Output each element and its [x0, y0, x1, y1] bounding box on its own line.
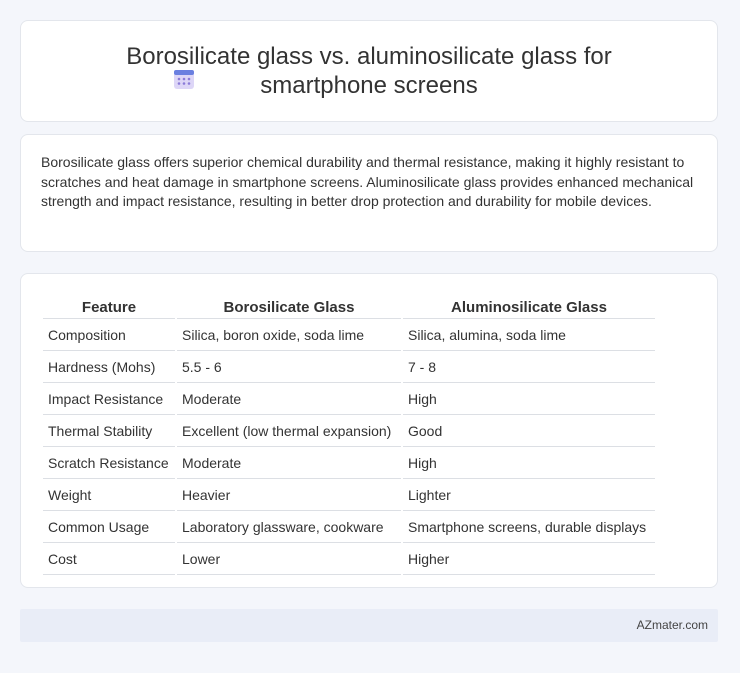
aluminosilicate-cell: 7 - 8	[403, 353, 655, 383]
header-borosilicate: Borosilicate Glass	[177, 296, 401, 319]
borosilicate-cell: Excellent (low thermal expansion)	[177, 417, 401, 447]
aluminosilicate-cell: Higher	[403, 545, 655, 575]
borosilicate-cell: Silica, boron oxide, soda lime	[177, 321, 401, 351]
borosilicate-cell: Laboratory glassware, cookware	[177, 513, 401, 543]
title-wrap	[89, 42, 649, 100]
table-row	[43, 513, 655, 543]
header-feature: Feature	[43, 296, 175, 319]
table-row	[43, 481, 655, 511]
feature-cell: Cost	[43, 545, 175, 575]
aluminosilicate-cell: Lighter	[403, 481, 655, 511]
feature-cell: Composition	[43, 321, 175, 351]
borosilicate-cell: 5.5 - 6	[177, 353, 401, 383]
borosilicate-cell: Heavier	[177, 481, 401, 511]
table-row	[43, 417, 655, 447]
description-text: Borosilicate glass offers superior chemical durability and thermal resistance, making it highly resistant to scratches and heat damage in smartphone screens. Aluminosilicate glass provides enhanced mechanical strength and impact resistance, resulting in better drop protection and durability for mobile devices.	[41, 154, 694, 210]
aluminosilicate-cell: High	[403, 385, 655, 415]
header-aluminosilicate: Aluminosilicate Glass	[403, 296, 655, 319]
aluminosilicate-cell: High	[403, 449, 655, 479]
table-row	[43, 321, 655, 351]
feature-cell: Impact Resistance	[43, 385, 175, 415]
aluminosilicate-cell: Silica, alumina, soda lime	[403, 321, 655, 351]
feature-cell: Scratch Resistance	[43, 449, 175, 479]
table-row	[43, 385, 655, 415]
borosilicate-cell: Moderate	[177, 449, 401, 479]
table-header-row	[43, 296, 655, 319]
title-card	[20, 20, 718, 122]
feature-cell: Thermal Stability	[43, 417, 175, 447]
page-title: Borosilicate glass vs. aluminosilicate glass for smartphone screens	[126, 43, 612, 99]
table-row	[43, 545, 655, 575]
footer-bar	[20, 609, 718, 642]
borosilicate-cell: Lower	[177, 545, 401, 575]
feature-cell: Common Usage	[43, 513, 175, 543]
table-row	[43, 353, 655, 383]
borosilicate-cell: Moderate	[177, 385, 401, 415]
description-card	[20, 134, 718, 252]
aluminosilicate-cell: Smartphone screens, durable displays	[403, 513, 655, 543]
footer-brand-link[interactable]: AZmater.com	[636, 618, 708, 632]
comparison-table	[41, 294, 657, 577]
table-row	[43, 449, 655, 479]
calendar-icon	[173, 68, 195, 90]
feature-cell: Hardness (Mohs)	[43, 353, 175, 383]
aluminosilicate-cell: Good	[403, 417, 655, 447]
comparison-card	[20, 273, 718, 588]
feature-cell: Weight	[43, 481, 175, 511]
